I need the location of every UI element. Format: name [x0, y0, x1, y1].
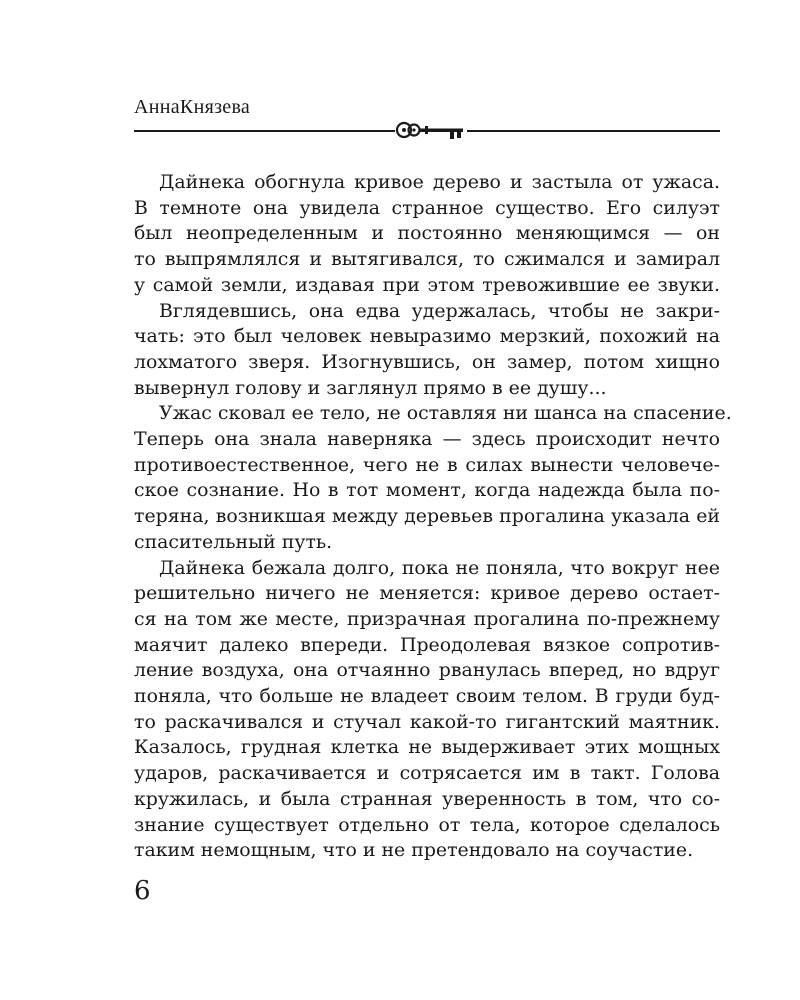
text-line: Дайнека обогнула кривое дерево и застыла от ужаса.: [159, 171, 720, 193]
key-icon: [395, 117, 467, 143]
paragraph: [134, 170, 720, 299]
text-line: кружилась, и была странная уверенность в том, что со-: [134, 787, 720, 810]
text-line: лохматого зверя. Изогнувшись, он замер, потом хищно: [134, 350, 720, 373]
paragraph: [134, 299, 720, 402]
text-line: у самой земли, издавая при этом тревожившие ее звуки.: [134, 273, 720, 296]
text-line: то раскачивался и стучал какой-то гигантский маятник.: [134, 710, 720, 733]
text-line: Вглядевшись, она едва удержалась, чтобы не закри-: [159, 299, 720, 322]
body-text: [134, 170, 732, 864]
text-line: был неопределенным и постоянно меняющимся — он: [134, 222, 720, 245]
text-line: знание существует отдельно от тела, которое сделалось: [134, 813, 720, 836]
text-line: теряна, возникшая между деревьев прогалина указала ей: [134, 505, 720, 528]
text-line: поняла, что больше не владеет своим телом. В груди буд-: [134, 685, 720, 708]
text-line: ся на том же месте, призрачная прогалина по-прежнему: [134, 607, 720, 630]
text-line: противоестественное, чего не в силах вынести человече-: [134, 453, 720, 476]
paragraph: [134, 556, 720, 864]
running-head-author: АннаКнязева: [134, 96, 251, 118]
text-line: маячит далеко впереди. Преодолевая вязкое сопротив-: [134, 633, 720, 656]
text-line: вывернул голову и заглянул прямо в ее душу...: [134, 376, 607, 399]
text-line: Теперь она знала наверняка — здесь происходит нечто: [134, 428, 720, 451]
text-line: решительно ничего не меняется: кривое дерево остает-: [134, 582, 720, 605]
text-line: ление воздуха, она отчаянно рванулась вперед, но вдруг: [134, 659, 720, 682]
paragraph: [134, 401, 732, 555]
text-line: Казалось, грудная клетка не выдерживает этих мощных: [134, 736, 720, 759]
text-line: Ужас сковал ее тело, не оставляя ни шанса на спасение.: [159, 402, 732, 425]
text-line: чать: это был человек невыразимо мерзкий, похожий на: [134, 325, 720, 348]
text-line: таким немощным, что и не претендовало на соучастие.: [134, 839, 694, 862]
text-line: спасительный путь.: [134, 530, 333, 553]
page-number: 6: [134, 876, 151, 906]
text-line: Дайнека бежала долго, пока не поняла, что вокруг нее: [159, 556, 720, 579]
text-line: ское сознание. Но в тот момент, когда надежда была по-: [134, 479, 720, 502]
text-line: ударов, раскачивается и сотрясается им в такт. Голова: [134, 762, 720, 785]
text-line: то выпрямлялся и вытягивался, то сжимался и замирал: [134, 248, 720, 271]
text-line: В темноте она увидела странное существо. Его силуэт: [134, 196, 720, 219]
